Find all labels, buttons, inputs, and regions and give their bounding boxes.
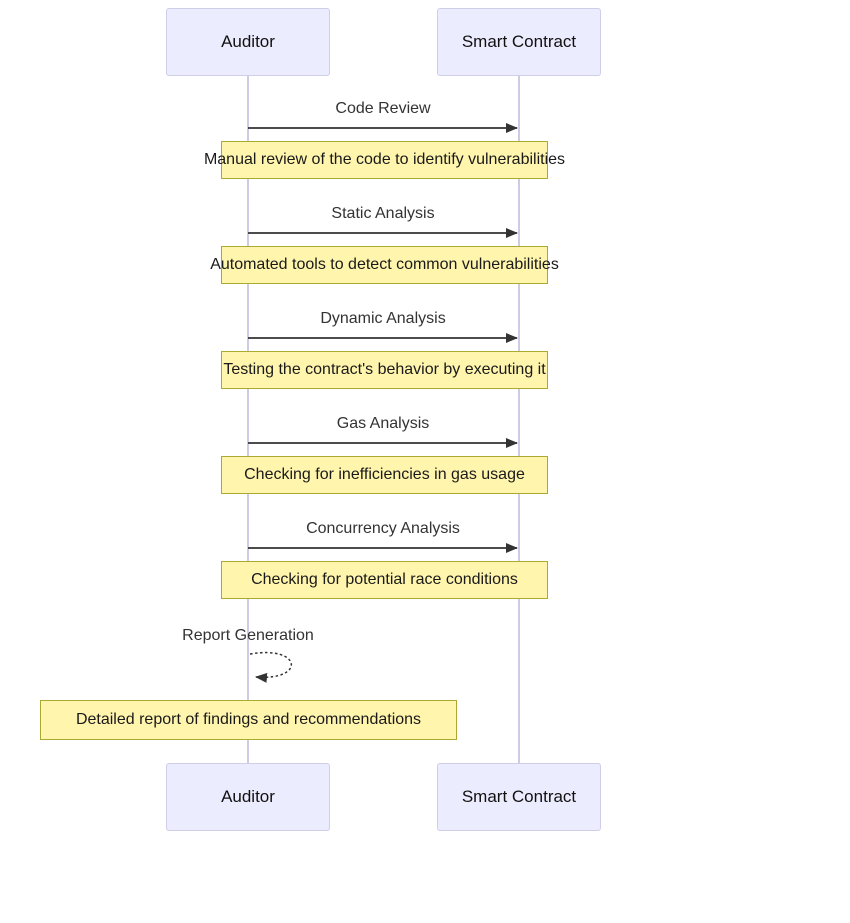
note-concurrency-analysis: Checking for potential race conditions bbox=[221, 561, 548, 599]
self-loop-report-generation bbox=[250, 653, 291, 678]
note-gas-analysis: Checking for inefficiencies in gas usage bbox=[221, 456, 548, 494]
actor-box-auditor-top bbox=[166, 8, 330, 76]
message-label-concurrency-analysis: Concurrency Analysis bbox=[306, 520, 460, 537]
actor-label: Auditor bbox=[221, 32, 275, 51]
actor-box-smart-contract-top bbox=[437, 8, 601, 76]
note-report-generation: Detailed report of findings and recommendations bbox=[40, 700, 457, 740]
actor-box-auditor-bottom bbox=[166, 763, 330, 831]
actor-label: Smart Contract bbox=[461, 787, 577, 806]
actor-label: Auditor bbox=[221, 787, 275, 806]
note-dynamic-analysis: Testing the contract's behavior by executing it bbox=[221, 351, 548, 389]
message-label-gas-analysis: Gas Analysis bbox=[336, 415, 430, 432]
actor-label: Smart Contract bbox=[461, 32, 577, 51]
message-label-dynamic-analysis: Dynamic Analysis bbox=[320, 310, 446, 327]
actor-box-smart-contract-bottom bbox=[437, 763, 601, 831]
note-static-analysis: Automated tools to detect common vulnerabilities bbox=[221, 246, 548, 284]
note-code-review: Manual review of the code to identify vulnerabilities bbox=[221, 141, 548, 179]
message-label-static-analysis: Static Analysis bbox=[331, 205, 435, 222]
message-label-report-generation: Report Generation bbox=[182, 627, 314, 644]
message-label-code-review: Code Review bbox=[335, 100, 431, 117]
